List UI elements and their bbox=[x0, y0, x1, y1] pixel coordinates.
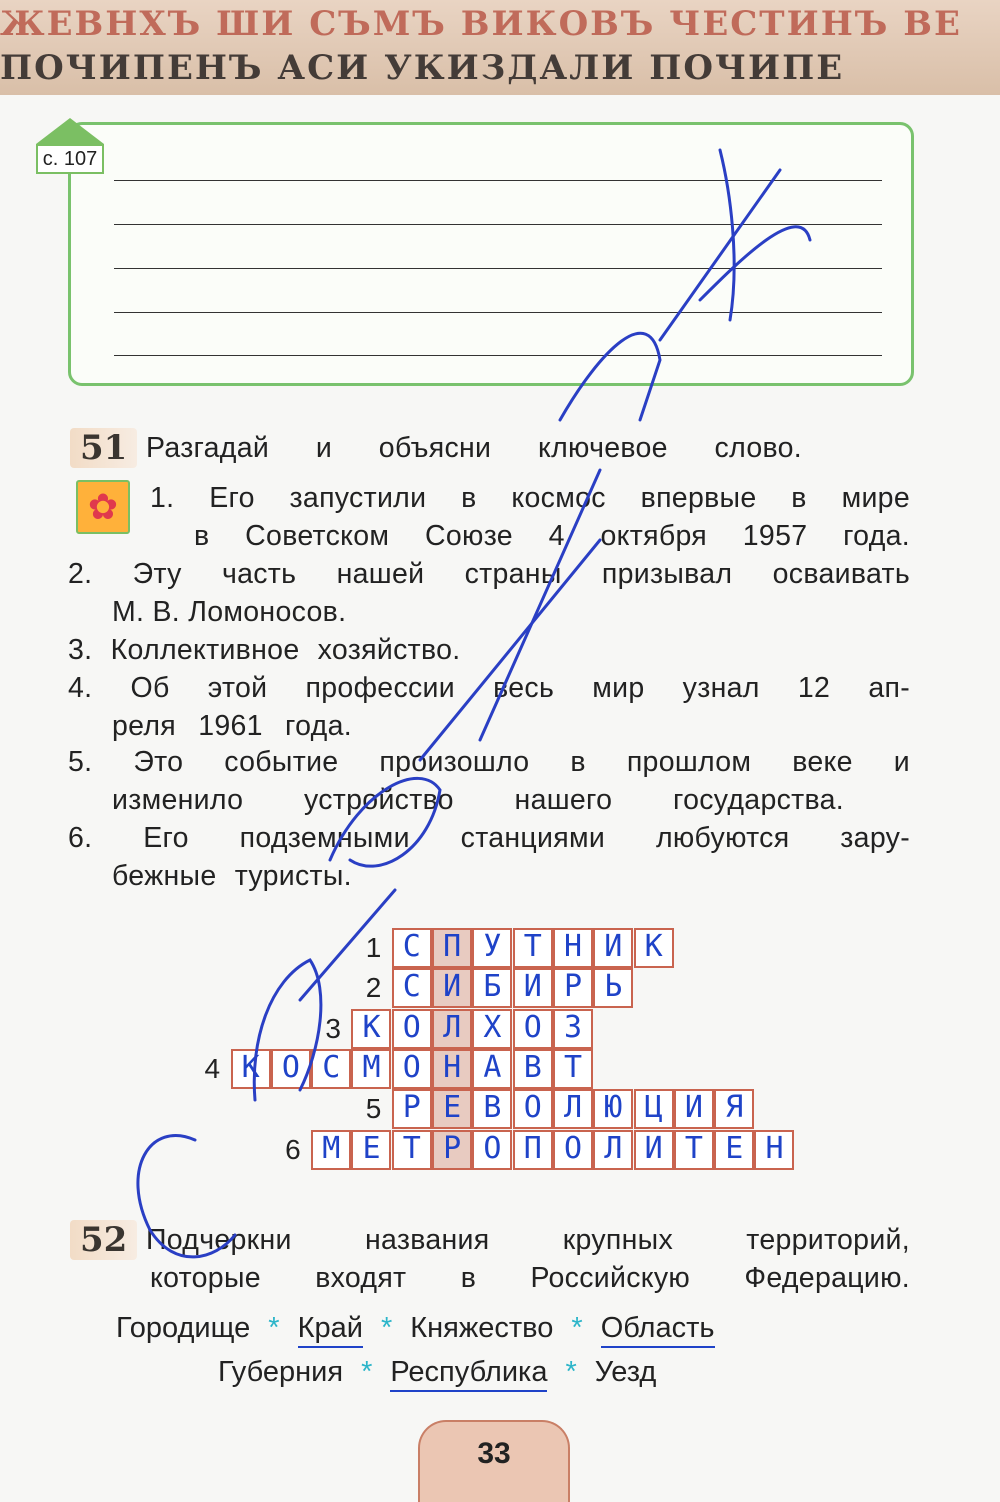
handwritten-letter: С bbox=[402, 929, 421, 964]
handwritten-letter: Я bbox=[725, 1090, 744, 1126]
handwritten-letter: Т bbox=[684, 1130, 703, 1166]
handwritten-letter: О bbox=[281, 1049, 300, 1085]
task-52-title-line-2: которые входят в Российскую Федерацию. bbox=[150, 1262, 910, 1294]
option-guberniya[interactable]: Губерния bbox=[218, 1356, 344, 1388]
handwritten-letter: С bbox=[402, 969, 421, 1005]
handwritten-letter: В bbox=[523, 1049, 542, 1085]
handwritten-letter: О bbox=[402, 1049, 421, 1085]
option-gorodishche[interactable]: Городище bbox=[116, 1312, 251, 1344]
handwritten-letter: Е bbox=[443, 1090, 462, 1126]
task-51-title: Разгадай и объясни ключевое слово. bbox=[146, 432, 802, 464]
crossword-row-number: 1 bbox=[365, 932, 382, 963]
handwritten-letter: М bbox=[322, 1130, 341, 1166]
handwritten-letter: Е bbox=[725, 1130, 744, 1166]
star-separator-icon: * bbox=[565, 1356, 577, 1388]
handwritten-letter: О bbox=[564, 1130, 583, 1166]
handwritten-letter: Х bbox=[483, 1009, 502, 1045]
clue-6-line-2: бежные туристы. bbox=[112, 860, 352, 892]
handwritten-letter: И bbox=[644, 1130, 663, 1166]
handwritten-letter: И bbox=[604, 929, 623, 964]
page-number: 33 bbox=[418, 1420, 570, 1502]
clue-2-line-2: М. В. Ломоносов. bbox=[112, 596, 347, 628]
handwritten-letter: Ю bbox=[604, 1090, 623, 1126]
star-separator-icon: * bbox=[361, 1356, 373, 1388]
handwritten-letter: О bbox=[523, 1009, 542, 1045]
task-52-number: 52 bbox=[70, 1220, 137, 1260]
clue-3-line-1: 3. Коллективное хозяйство. bbox=[68, 634, 461, 666]
clue-5-line-2: изменило устройство нашего государства. bbox=[112, 784, 844, 816]
handwritten-letter: У bbox=[483, 929, 502, 964]
clue-1-line-1: 1. Его запустили в космос впервые в мире bbox=[150, 482, 910, 514]
handwritten-letter: З bbox=[564, 1009, 583, 1045]
page-reference-label: с. 107 bbox=[36, 144, 104, 174]
option-respublika[interactable]: Республика bbox=[390, 1356, 547, 1392]
handwritten-letter: К bbox=[644, 929, 663, 964]
handwritten-letter: Т bbox=[402, 1130, 421, 1166]
handwritten-letter: Н bbox=[443, 1049, 462, 1085]
star-separator-icon: * bbox=[571, 1312, 583, 1344]
clue-5-line-1: 5. Это событие произошло в прошлом веке и bbox=[68, 746, 910, 778]
handwritten-letter: Р bbox=[564, 969, 583, 1005]
option-krai[interactable]: Край bbox=[298, 1312, 363, 1348]
handwritten-letter: Р bbox=[402, 1090, 421, 1126]
handwritten-letter: П bbox=[443, 929, 462, 964]
clue-2-line-1: 2. Эту часть нашей страны призывал осваивать bbox=[68, 558, 910, 590]
flower-icon: ✿ bbox=[76, 480, 130, 534]
handwritten-letter: С bbox=[322, 1049, 341, 1085]
handwritten-letter: К bbox=[241, 1049, 260, 1085]
handwritten-letter: О bbox=[523, 1090, 542, 1126]
handwritten-letter: Л bbox=[443, 1009, 462, 1045]
handwritten-letter: Ц bbox=[644, 1090, 663, 1126]
header-strip-line-1: ЖЕВНХЪ ШИ СЪМЪ ВИКОВЪ ЧЕСТИНЪ ВЕ bbox=[0, 4, 962, 44]
handwritten-letter: Т bbox=[523, 929, 542, 964]
handwritten-letter: О bbox=[402, 1009, 421, 1045]
handwritten-letter: М bbox=[362, 1049, 381, 1085]
star-separator-icon: * bbox=[268, 1312, 280, 1344]
handwritten-letter: И bbox=[523, 969, 542, 1005]
handwritten-letter: П bbox=[523, 1130, 542, 1166]
handwritten-letter: Л bbox=[564, 1090, 583, 1126]
handwritten-letter: Н bbox=[765, 1130, 784, 1166]
header-strip-line-2: ПОЧИПЕНЪ АСИ УКИЗДАЛИ ПОЧИПЕ bbox=[0, 48, 845, 88]
handwritten-letter: В bbox=[483, 1090, 502, 1126]
handwritten-letter: Ь bbox=[604, 969, 623, 1005]
handwritten-letter: Р bbox=[443, 1130, 462, 1166]
crossword-row-number: 4 bbox=[204, 1052, 221, 1084]
handwritten-letter: И bbox=[443, 969, 462, 1005]
handwritten-letter: Н bbox=[564, 929, 583, 964]
handwritten-letter: Т bbox=[564, 1049, 583, 1085]
clue-6-line-1: 6. Его подземными станциями любуются зару- bbox=[68, 822, 910, 854]
crossword-row-number: 6 bbox=[285, 1133, 301, 1165]
handwritten-letter: А bbox=[483, 1049, 502, 1085]
task-51-number: 51 bbox=[70, 428, 137, 468]
handwritten-letter: О bbox=[483, 1130, 502, 1166]
handwritten-letter: Е bbox=[362, 1130, 381, 1166]
handwritten-letter: И bbox=[684, 1090, 703, 1126]
handwritten-letter: К bbox=[362, 1009, 381, 1045]
crossword-row-number: 3 bbox=[325, 1012, 341, 1044]
handwritten-letter: Л bbox=[604, 1130, 623, 1166]
star-separator-icon: * bbox=[380, 1312, 393, 1344]
option-uezd[interactable]: Уезд bbox=[594, 1356, 657, 1388]
crossword-row-number: 5 bbox=[365, 1093, 382, 1125]
clue-4-line-2: реля 1961 года. bbox=[112, 710, 352, 742]
option-oblast[interactable]: Область bbox=[601, 1312, 715, 1348]
clue-4-line-1: 4. Об этой профессии весь мир узнал 12 ап- bbox=[68, 672, 910, 704]
clue-1-line-2: в Советском Союзе 4 октября 1957 года. bbox=[194, 520, 910, 552]
task-52-title-line-1: Подчеркни названия крупных территорий, bbox=[146, 1224, 910, 1256]
crossword-row-number: 2 bbox=[365, 972, 382, 1004]
option-knyazhestvo[interactable]: Княжество bbox=[410, 1312, 554, 1344]
handwritten-letter: Б bbox=[483, 969, 502, 1005]
